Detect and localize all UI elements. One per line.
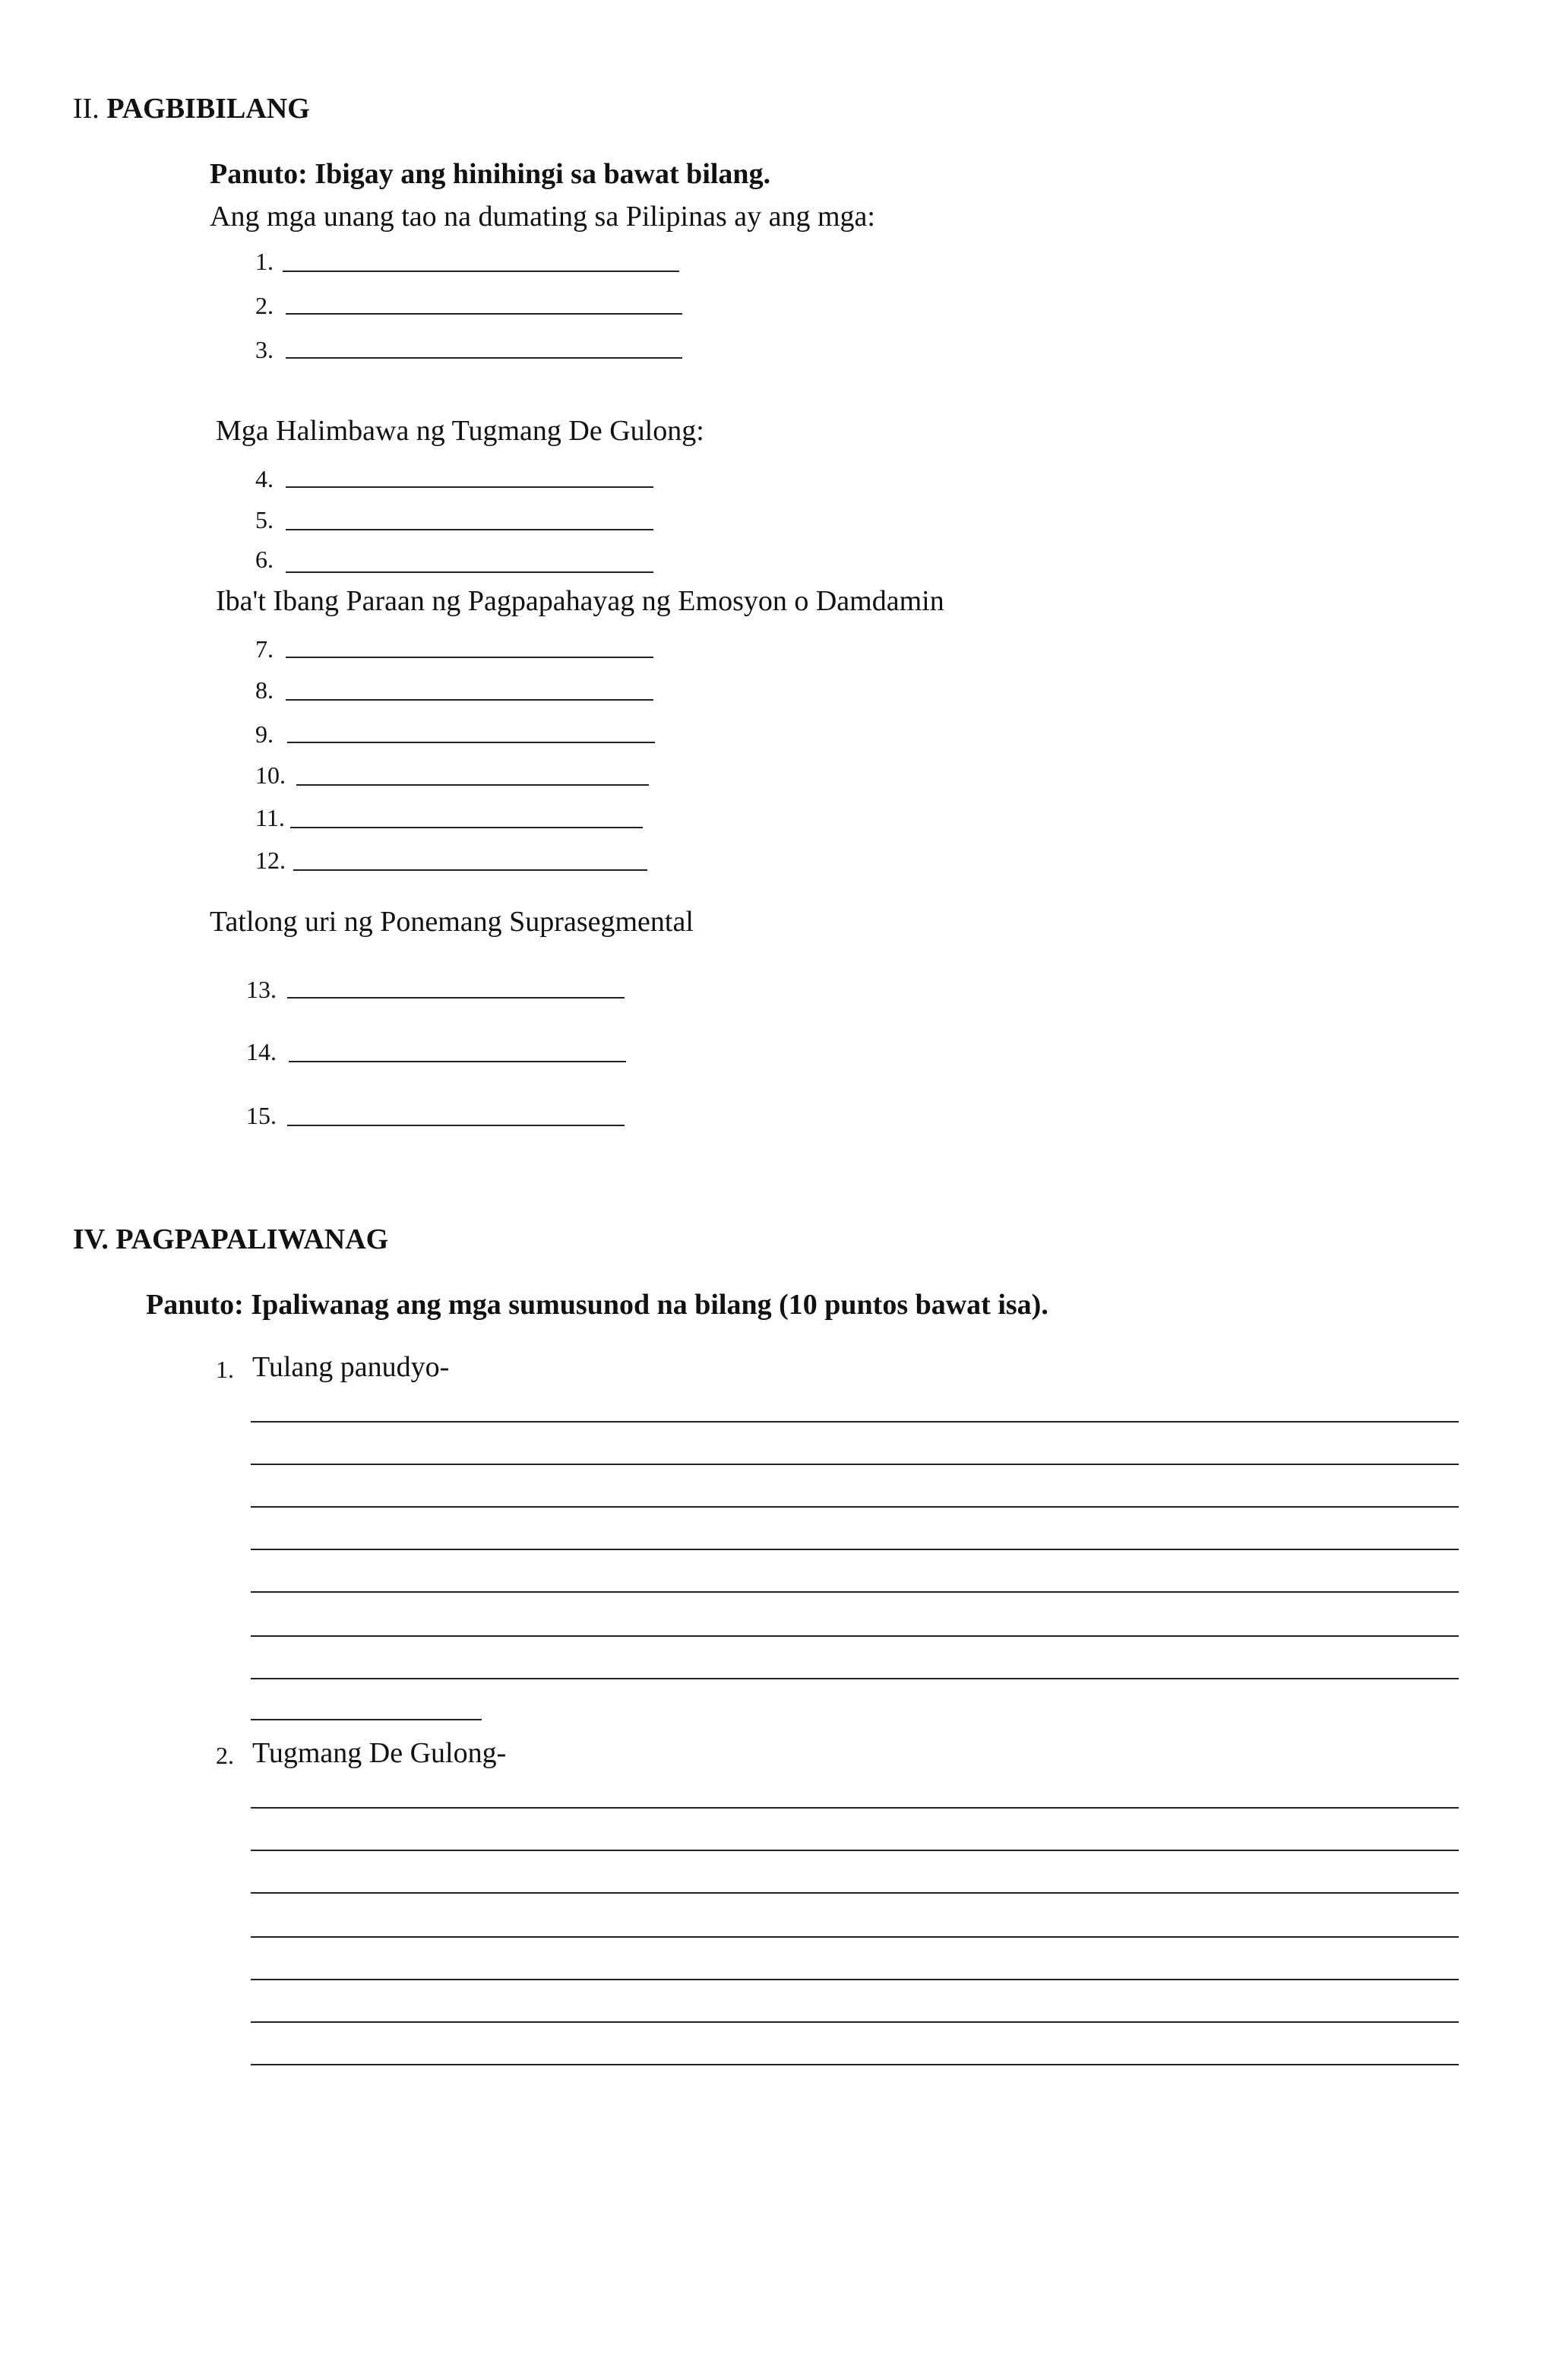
item-number: 2. <box>255 292 274 319</box>
item-number: 10. <box>255 761 286 789</box>
item-number: 5. <box>255 506 274 533</box>
writing-line[interactable] <box>251 1635 1459 1637</box>
answer-blank[interactable] <box>286 657 653 658</box>
item-number: 4. <box>255 465 274 492</box>
item-number: 7. <box>255 635 274 663</box>
item-number: 11. <box>255 804 285 831</box>
answer-blank[interactable] <box>290 827 643 828</box>
writing-line[interactable] <box>251 1506 1459 1508</box>
answer-blank[interactable] <box>289 1061 626 1062</box>
group-heading: Mga Halimbawa ng Tugmang De Gulong: <box>216 415 704 447</box>
answer-blank[interactable] <box>287 742 655 743</box>
answer-blank[interactable] <box>286 357 682 359</box>
answer-blank[interactable] <box>286 529 653 530</box>
answer-blank[interactable] <box>287 1125 625 1126</box>
writing-line[interactable] <box>251 1850 1459 1851</box>
writing-line[interactable] <box>251 1421 1459 1423</box>
writing-line[interactable] <box>251 1591 1459 1593</box>
writing-line[interactable] <box>251 1464 1459 1465</box>
answer-blank[interactable] <box>283 271 679 272</box>
answer-blank[interactable] <box>286 699 653 701</box>
item-number: 15. <box>246 1102 277 1129</box>
group-heading: Ang mga unang tao na dumating sa Pilipinas ay ang mga: <box>210 201 875 233</box>
writing-line[interactable] <box>251 2021 1459 2023</box>
answer-blank[interactable] <box>286 571 653 573</box>
writing-line[interactable] <box>251 1892 1459 1894</box>
answer-blank[interactable] <box>287 997 625 999</box>
section-roman: II. <box>73 93 100 125</box>
section-title: PAGBIBILANG <box>106 93 310 125</box>
writing-line[interactable] <box>251 1936 1459 1938</box>
instruction: Panuto: Ibigay ang hinihingi sa bawat bilang. <box>210 158 771 190</box>
writing-line[interactable] <box>251 1678 1459 1679</box>
item-number: 14. <box>246 1038 277 1065</box>
writing-line[interactable] <box>251 1807 1459 1809</box>
item-number: 9. <box>255 720 274 748</box>
instruction: Panuto: Ipaliwanag ang mga sumusunod na bilang (10 puntos bawat isa). <box>146 1289 1048 1321</box>
answer-blank[interactable] <box>286 486 653 488</box>
writing-line[interactable] <box>251 2064 1459 2065</box>
writing-line[interactable] <box>251 1549 1459 1550</box>
question-number: 2. <box>216 1742 234 1769</box>
question-label: Tugmang De Gulong- <box>252 1737 507 1769</box>
section-heading <box>73 91 310 126</box>
item-number: 8. <box>255 676 274 704</box>
item-number: 1. <box>255 248 274 275</box>
answer-blank[interactable] <box>296 784 649 786</box>
item-number: 13. <box>246 976 277 1003</box>
item-number: 6. <box>255 546 274 573</box>
writing-line[interactable] <box>251 1979 1459 1980</box>
group-heading: Tatlong uri ng Ponemang Suprasegmental <box>210 906 694 938</box>
question-number: 1. <box>216 1356 234 1383</box>
item-number: 3. <box>255 336 274 363</box>
answer-blank[interactable] <box>286 313 682 315</box>
question-label: Tulang panudyo- <box>252 1351 450 1383</box>
writing-line[interactable] <box>251 1719 482 1720</box>
section-title: IV. PAGPAPALIWANAG <box>73 1223 389 1255</box>
answer-blank[interactable] <box>293 869 647 871</box>
group-heading: Iba't Ibang Paraan ng Pagpapahayag ng Emosyon o Damdamin <box>216 585 944 617</box>
item-number: 12. <box>255 847 286 874</box>
